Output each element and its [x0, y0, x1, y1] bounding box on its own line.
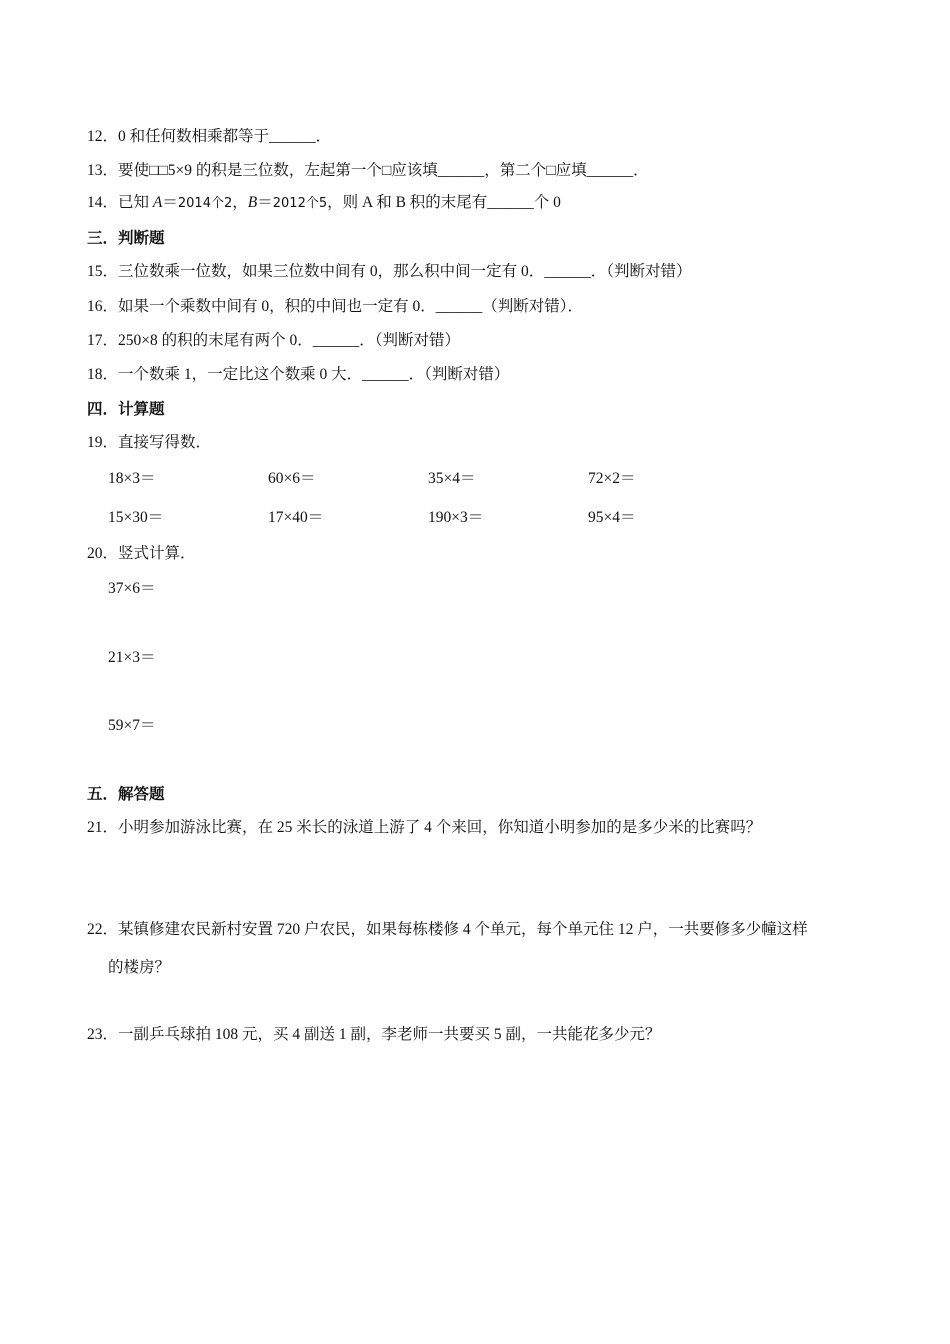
question-text: 0 和任何数相乘都等于______． — [118, 128, 332, 145]
question-number: 17． — [87, 332, 119, 349]
question-number: 15． — [87, 263, 119, 280]
question-13 — [87, 161, 649, 181]
question-text: 要使□□5×9 的积是三位数，左起第一个□应该填______，第二个□应填______． — [118, 162, 649, 179]
b-value: 2012个5 — [272, 196, 328, 211]
question-number: 14． — [87, 194, 119, 211]
question-text: 某镇修建农民新村安置 720 户农民，如果每栋楼修 4 个单元，每个单元住 12 户，一共要修多少幢这样 — [118, 921, 808, 938]
question-number: 19． — [87, 434, 119, 451]
question-12 — [87, 127, 331, 147]
question-23 — [87, 1025, 661, 1045]
question-text-start: 已知 — [118, 194, 153, 211]
variable-a: A — [152, 194, 163, 211]
equals-sign: ＝ — [257, 194, 273, 211]
section-heading-judge: 三．判断题 — [87, 230, 165, 247]
question-text: 250×8 的积的末尾有两个 0．______．（判断对错） — [118, 332, 461, 349]
question-text: 小明参加游泳比赛，在 25 米长的泳道上游了 4 个来回，你知道小明参加的是多少米的比赛吗？ — [118, 819, 762, 836]
oral-calc-item: 15×30＝ — [108, 509, 164, 526]
question-14 — [87, 193, 561, 214]
question-text: 一副乒乓球拍 108 元，买 4 副送 1 副，李老师一共要买 5 副，一共能花多少元？ — [118, 1026, 661, 1043]
question-number: 12． — [87, 128, 119, 145]
a-value: 2014个2 — [177, 196, 233, 211]
oral-calc-item: 72×2＝ — [588, 470, 636, 487]
section-heading-answer: 五．解答题 — [87, 786, 165, 803]
oral-calc-item: 35×4＝ — [428, 470, 476, 487]
vertical-calc-item: 21×3＝ — [108, 649, 156, 666]
question-number: 18． — [87, 366, 119, 383]
oral-calc-item: 60×6＝ — [268, 470, 316, 487]
question-17 — [87, 331, 460, 351]
oral-calc-item: 17×40＝ — [268, 509, 324, 526]
oral-calc-item: 95×4＝ — [588, 509, 636, 526]
question-20 — [87, 544, 196, 564]
question-number: 23． — [87, 1026, 119, 1043]
variable-b: B — [247, 194, 258, 211]
question-number: 22． — [87, 921, 119, 938]
question-16 — [87, 297, 583, 317]
question-22 — [87, 920, 808, 940]
equals-sign: ＝ — [162, 194, 178, 211]
comma: ， — [232, 194, 248, 211]
question-22-continued: 的楼房？ — [108, 959, 171, 976]
question-text: 直接写得数． — [118, 434, 212, 451]
oral-calc-item: 190×3＝ — [428, 509, 484, 526]
question-number: 20． — [87, 545, 119, 562]
question-number: 13． — [87, 162, 119, 179]
question-text: 如果一个乘数中间有 0，积的中间也一定有 0．______（判断对错）． — [118, 298, 584, 315]
oral-calc-item: 18×3＝ — [108, 470, 156, 487]
vertical-calc-item: 59×7＝ — [108, 717, 156, 734]
question-text-end: ，则 A 和 B 积的末尾有______个 0 — [327, 194, 561, 211]
question-18 — [87, 365, 509, 385]
question-21 — [87, 818, 761, 838]
question-number: 16． — [87, 298, 119, 315]
question-19 — [87, 433, 211, 453]
question-text: 一个数乘 1，一定比这个数乘 0 大．______．（判断对错） — [118, 366, 510, 383]
question-15 — [87, 262, 692, 282]
question-text: 三位数乘一位数，如果三位数中间有 0，那么积中间一定有 0．______．（判断对错） — [118, 263, 692, 280]
question-number: 21． — [87, 819, 119, 836]
section-heading-calc: 四．计算题 — [87, 401, 165, 418]
vertical-calc-item: 37×6＝ — [108, 580, 156, 597]
question-text: 竖式计算． — [118, 545, 196, 562]
